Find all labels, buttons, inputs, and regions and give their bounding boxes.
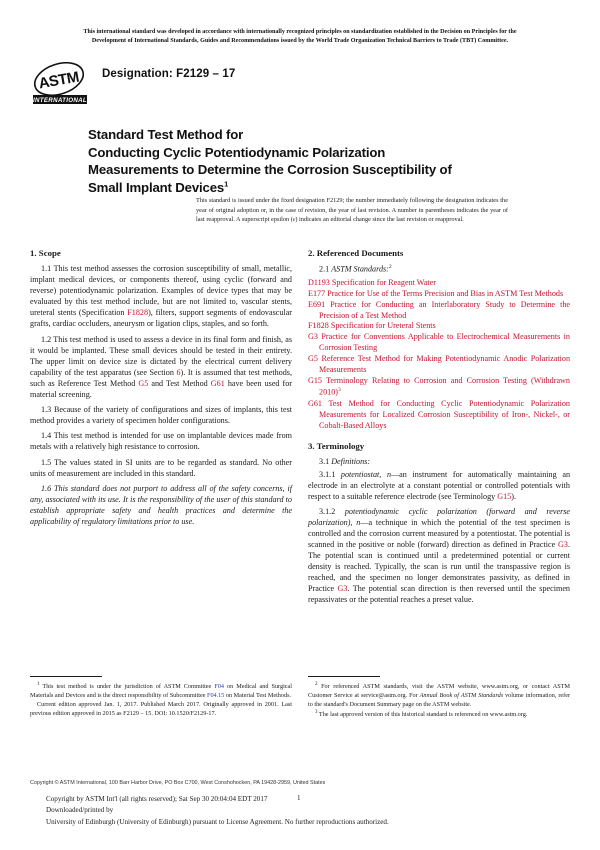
definition-number: 3.1.1 (319, 469, 336, 479)
footnotes-left (30, 676, 292, 718)
license-line-1: Copyright by ASTM Int'l (all rights reserved); Sat Sep 30 20:04:04 EDT 2017 (46, 795, 268, 803)
subheading-astm-standards (308, 264, 570, 276)
subheading-definitions (308, 457, 570, 468)
definition-text-b: ). (511, 491, 516, 501)
list-item[interactable] (308, 399, 570, 432)
definition-part-of-speech: n (356, 518, 361, 528)
definition-text-b: . The potential scan is continued until a predetermined potential or current density is reached. Typically, the scan is run until the transpassive region is reached, and the specimen no longer demonstrates passivity, as defined in Practice (308, 540, 570, 593)
paragraph-1-2-text-c: and Test Method (148, 378, 211, 388)
international-standard-note (30, 28, 570, 46)
footnote-1-text-b: on Medical and Surgical Materials and Devices and is the direct responsibility of Subcommittee (30, 683, 293, 700)
header-note-line-1: This international standard was developed in accordance with internationally recognized principles on standardization established in the Decision on Principles for the (83, 29, 517, 35)
definition-3-1-1 (308, 470, 570, 503)
ref-title[interactable]: Practice for Conducting an Interlaboratory Study to Determine the Precision of a Test Method (319, 299, 570, 320)
footnote-2-text-a: For referenced ASTM standards, visit the ASTM website, www.astm.org, or contact ASTM Customer Service at service@astm.org. For (308, 683, 570, 700)
ref-footnote-marker: 3 (337, 387, 341, 394)
paragraph-1-1 (30, 264, 292, 330)
ref-title[interactable]: Test Method for Conducting Cyclic Potentiodynamic Polarization Measurements for Localized Corrosion Susceptibility of Iron-, Nickel-, or Cobalt-Based Alloys (319, 398, 570, 430)
paragraph-1-1-text-a: 1.1 This test method assesses the corrosion susceptibility of small, metallic, implant medical devices, or components thereof, using cyclic (forward and reverse) potentiodynamic polarization. Examples of device types that may be evaluated by this test method include, but are not limited to, vascular stents, ureteral stents (Specification (30, 264, 292, 318)
ref-title[interactable]: Practice for Use of the Terms Precision and Bias in ASTM Test Methods (327, 288, 564, 298)
subheading-footnote-marker: 2 (388, 264, 392, 271)
list-item[interactable] (308, 278, 570, 289)
link-section-6[interactable]: 6 (176, 367, 181, 377)
footnote-2-text-b: volume information, refer to the standard's Document Summary page on the ASTM website. (308, 692, 571, 709)
left-column (30, 248, 292, 533)
definition-number: 3.1.2 (319, 507, 336, 517)
section-heading-referenced-documents: 2. Referenced Documents (308, 248, 404, 258)
definitions-label: Definitions: (331, 457, 371, 467)
paragraph-1-4: 1.4 This test method is intended for use on implantable devices made from metals with a relatively high resistance to corrosion. (30, 431, 292, 452)
title-footnote-marker: 1 (224, 179, 229, 189)
copyright-notice: Copyright © ASTM International, 100 Barr Harbor Drive, PO Box C700, West Conshohocken, PA 19428-2959, United States (30, 780, 326, 786)
list-item[interactable] (308, 321, 570, 332)
link-g3-passivity[interactable]: G3 (337, 583, 348, 593)
title-line-2: Conducting Cyclic Potentiodynamic Polarization (88, 144, 386, 160)
footnote-1-text-a: This test method is under the jurisdiction of ASTM Committee (39, 683, 215, 691)
link-g15[interactable]: G15 (497, 491, 512, 501)
license-line-2: Downloaded/printed by (46, 806, 114, 815)
list-item[interactable] (308, 354, 570, 376)
ref-id[interactable]: F1828 (308, 321, 329, 331)
footnote-rule (308, 676, 380, 677)
title-line-4 (88, 179, 508, 197)
footnotes-right (308, 676, 570, 719)
footnote-2-marker: 2 (315, 682, 318, 687)
svg-text:ASTM: ASTM (37, 68, 81, 93)
paragraph-1-2-text-a: 1.2 This test method is used to assess a device in its final form and finish, as it would be implanted. These small devices should be tested in their entirety. The upper limit on device size is dictated by the electrical current delivery capability of the test apparatus (see Section (30, 334, 292, 377)
definition-term: potentiodynamic cyclic polarization (forward and reverse polarization), (308, 507, 570, 528)
definition-text-a: —a technique in which the potential of the test specimen is controlled and the corrosion current measured by a potentiostat. The potential is scanned in the positive or noble (forward) direction as defined in Practice (308, 518, 570, 550)
link-g61[interactable]: G61 (210, 378, 225, 388)
referenced-standards-list (308, 278, 570, 432)
paragraph-1-2 (30, 335, 292, 401)
definition-part-of-speech: n (386, 469, 392, 479)
ref-id[interactable]: G3 (308, 332, 318, 342)
definitions-number: 3.1 (319, 457, 330, 467)
ref-title[interactable]: Reference Test Method for Making Potentiodynamic Anodic Polarization Measurements (319, 354, 571, 375)
section-heading-scope: 1. Scope (30, 248, 61, 258)
footnote-2 (308, 681, 570, 709)
link-g3-forward[interactable]: G3 (558, 540, 568, 550)
footnote-edition-info: Current edition approved Jan. 1, 2017. Published March 2017. Originally approved in 2001. Last previous edition approved in 2015 as F2129 – 15. DOI: 10.1520/F2129-17. (30, 701, 292, 718)
list-item[interactable] (308, 289, 570, 300)
designation-row (30, 62, 570, 108)
definition-text-a: —an instrument for automatically maintaining an electrode in an electrolyte at a constant potential or controlled potentials with respect to a suitable reference electrode (see Terminology (308, 469, 571, 501)
page-number: 1 (297, 794, 301, 802)
footnote-1 (30, 681, 292, 700)
link-f04-15[interactable]: F04.15 (207, 692, 225, 700)
svg-text:INTERNATIONAL: INTERNATIONAL (33, 97, 87, 104)
subheading-number: 2.1 (319, 265, 330, 275)
link-f04[interactable]: F04 (214, 683, 224, 691)
paragraph-1-2-text-d: have been used for material screening. (30, 378, 293, 399)
paragraph-1-5: 1.5 The values stated in SI units are to be regarded as standard. No other units of measurement are included in this standard. (30, 457, 292, 478)
list-item[interactable] (308, 332, 570, 354)
ref-id[interactable]: E177 (308, 288, 326, 298)
astm-logo-icon (30, 62, 92, 106)
ref-title[interactable]: Specification for Reagent Water (331, 277, 436, 287)
definition-term: potentiostat, (340, 469, 382, 479)
title-line-3: Measurements to Determine the Corrosion Susceptibility of (88, 162, 452, 178)
footnote-3 (308, 709, 570, 719)
paragraph-1-1-text-b: ), filters, support segments of endovascular grafts, cardiac occluders, aneurysm or ligation clips, staples, and so forth. (30, 308, 293, 329)
ref-id[interactable]: G5 (308, 354, 318, 364)
paragraph-1-6: 1.6 This standard does not purport to address all of the safety concerns, if any, associated with its use. It is the responsibility of the user of this standard to establish appropriate safety and health practices and determine the applicability of regulatory limitations prior to use. (30, 484, 292, 527)
link-f1828[interactable]: F1828 (127, 308, 149, 318)
footnote-1-marker: 1 (37, 682, 40, 687)
epsilon-symbol: ε (292, 216, 296, 224)
ref-id[interactable]: D1193 (308, 277, 330, 287)
title-line-4-text: Small Implant Devices (88, 179, 225, 195)
title-line-1: Standard Test Method for (88, 127, 244, 142)
paragraph-1-2-text-b: ). It is assumed that test methods, such as Reference Test Method (30, 367, 292, 388)
list-item[interactable] (308, 376, 570, 399)
footnote-3-marker: 3 (315, 710, 318, 716)
right-column (308, 248, 570, 610)
footnote-rule (30, 676, 102, 677)
definition-3-1-2 (308, 507, 570, 606)
designation-label: Designation: F2129 – 17 (102, 68, 236, 80)
ref-id[interactable]: G61 (308, 398, 322, 408)
footnote-2-italic: Annual Book of ASTM Standards (419, 692, 504, 700)
definition-text-c: . The potential scan direction is then reversed until the specimen repassivates or the potential reaches a preset value. (308, 583, 570, 604)
footnote-1-text-c: on Material Test Methods. (224, 692, 292, 700)
ref-id[interactable]: G15 (308, 376, 322, 386)
ref-title[interactable]: Practice for Conventions Applicable to Electrochemical Measurements in Corrosion Testing (319, 332, 570, 353)
standard-title (88, 126, 508, 196)
list-item[interactable] (308, 300, 570, 322)
paragraph-1-3: 1.3 Because of the variety of configurations and sizes of implants, this test method provides a variety of specimen holder configurations. (30, 405, 292, 426)
designation-explanatory-note (196, 196, 508, 225)
footnote-3-text: The last approved version of this historical standard is referenced on www.astm.org. (317, 711, 528, 719)
subheading-text: ASTM Standards: (331, 265, 389, 275)
ref-title[interactable]: Specification for Ureteral Stents (330, 321, 436, 331)
title-note-after: ) indicates an editorial change since the last revision or reapproval. (295, 216, 464, 224)
section-heading-terminology: 3. Terminology (308, 440, 365, 451)
header-note-line-2: Development of International Standards, Guides and Recommendations issued by the World Trade Organization Technical Barriers to Trade (TBT) Committee. (91, 37, 509, 44)
ref-id[interactable]: E691 (308, 299, 326, 309)
title-note-before: This standard is issued under the fixed designation F2129; the number immediately following the designation indicates the year of original adoption or, in the case of revision, the year of last revision. A number in parentheses indicates the year of last reapproval. A superscript epsilon ( (196, 197, 508, 224)
license-line-3: University of Edinburgh (University of Edinburgh) pursuant to License Agreement. No further reproductions authorized. (46, 817, 389, 826)
ref-title[interactable]: Terminology Relating to Corrosion and Corrosion Testing (Withdrawn 2010) (319, 376, 570, 398)
link-g5[interactable]: G5 (138, 378, 149, 388)
license-block (46, 794, 570, 828)
